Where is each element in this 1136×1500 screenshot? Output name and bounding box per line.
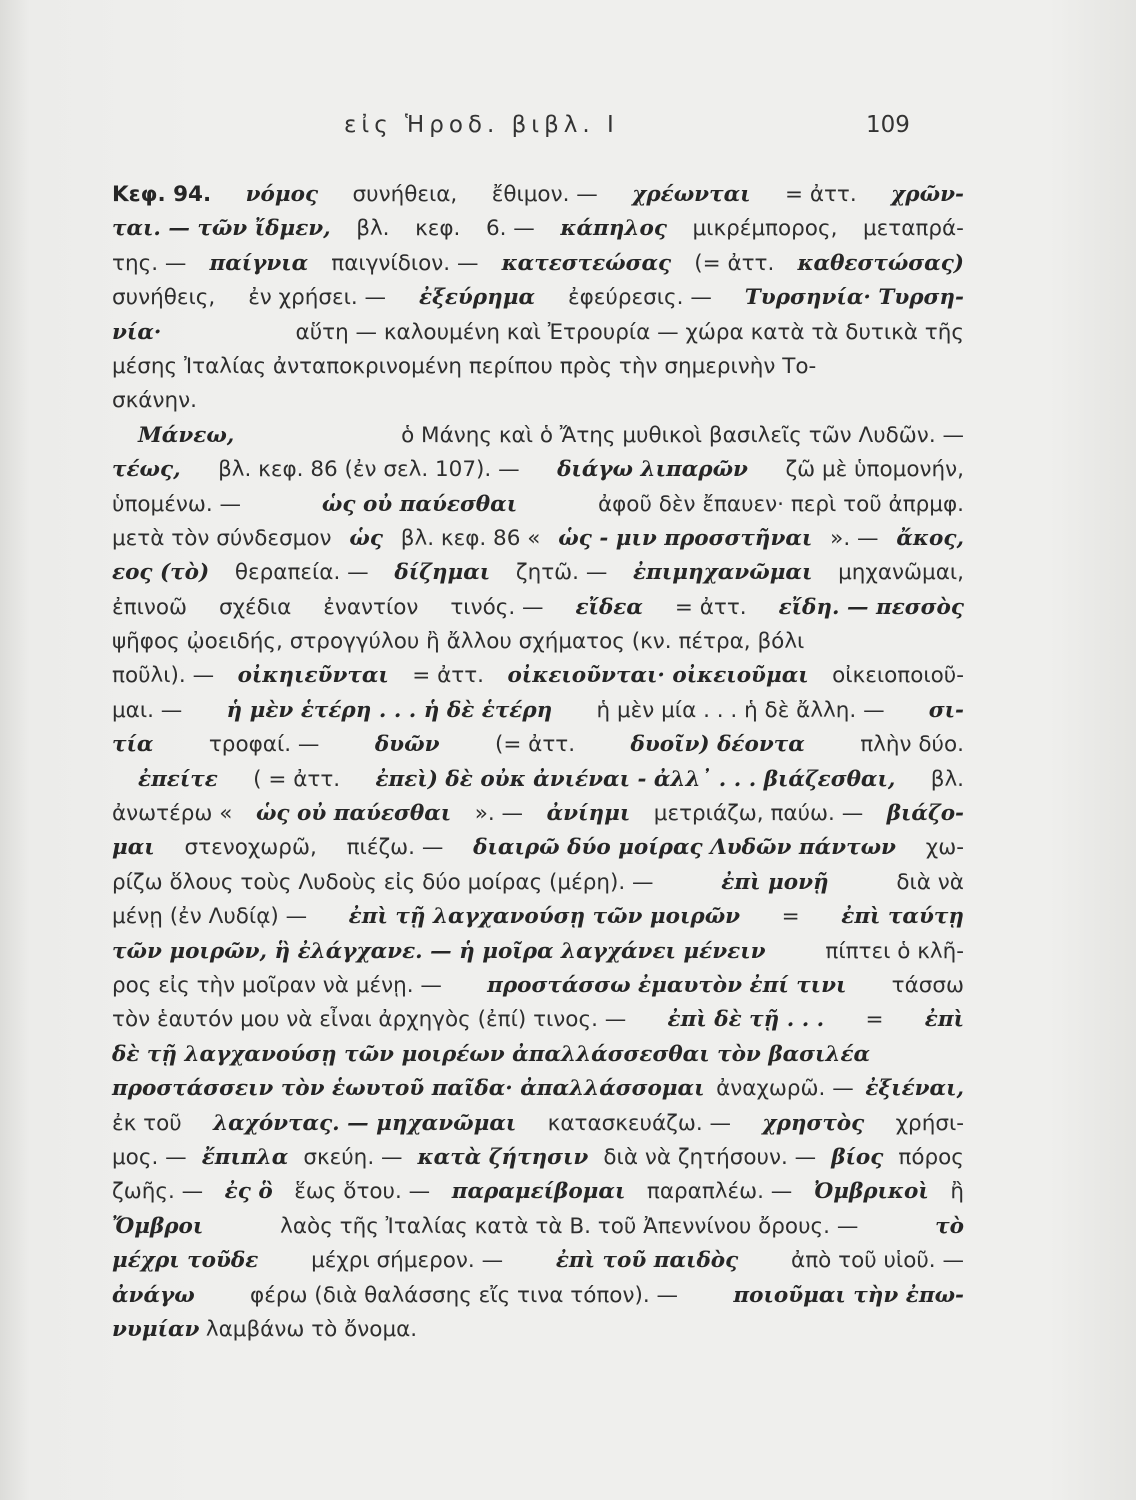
text-line [112, 316, 964, 350]
gloss-text: σκάνην. [112, 388, 197, 414]
text-line [112, 522, 964, 556]
gloss-text: μεταπρά- [862, 216, 964, 242]
gloss-text: θεραπεία. — [234, 560, 369, 586]
text-line [112, 556, 964, 590]
text-line [112, 212, 964, 246]
gloss-text: μετριάζω, παύω. — [653, 801, 864, 827]
gloss-text: πιέζω. — [346, 835, 444, 861]
text-line [112, 900, 964, 934]
text-line [112, 1038, 964, 1072]
gloss-text: ἐπινοῶ [112, 594, 188, 620]
gloss-text: ψῆφος ᾠοειδής, στρογγύλου ἢ ἄλλου σχήματος (κν. πέτρα, βόλι [112, 629, 805, 655]
gloss-text: ζωῆς. — [112, 1179, 204, 1205]
gloss-text: ἐν χρήσει. — [248, 285, 387, 311]
gloss-text: λαὸς τῆς Ἰταλίας κατὰ τὰ Β. τοῦ Ἀπεννίνου ὄρους. — [280, 1213, 859, 1239]
lemma-text: κάπηλος [560, 216, 667, 242]
text-line [112, 350, 964, 384]
page-header [0, 112, 1136, 144]
text-line [112, 1313, 964, 1347]
lemma-text: ἐξεύρημα [419, 285, 536, 311]
text-line [112, 384, 964, 418]
lemma-text: ὡς - μιν προσστῆναι [558, 525, 813, 551]
gloss-text: ». — [830, 525, 879, 551]
gloss-text: = ἀττ. [674, 594, 747, 620]
lemma-text: ἡ μὲν ἑτέρη . . . ἡ δὲ ἑτέρη [226, 697, 553, 723]
gloss-text: μετὰ τὸν σύνδεσμον [112, 525, 332, 551]
lemma-text: προστάσσειν τὸν ἑωυτοῦ παῖδα· ἀπαλλάσσομαι [112, 1076, 705, 1102]
gloss-text: τάσσω [891, 972, 964, 998]
gloss-text: ἕως ὅτου. — [294, 1179, 431, 1205]
gloss-text: πλὴν δύο. [860, 732, 964, 758]
lemma-text: εἴδεα [575, 594, 643, 620]
lemma-text: χρῶν- [891, 182, 964, 207]
text-line [112, 1072, 964, 1106]
gloss-text: στενοχωρῶ, [184, 835, 317, 861]
lemma-text: δὲ τῇ λαγχανούσῃ τῶν μοιρέων ἀπαλλάσσεσθαι τὸν βασιλέα [112, 1041, 871, 1067]
lemma-text: διάγω λιπαρῶν [557, 457, 748, 483]
lemma-text: καθεστώσας) [797, 250, 964, 276]
gloss-text: ζῶ μὲ ὑπομονήν, [785, 457, 964, 483]
lemma-text: ἀνίημι [546, 801, 631, 827]
lemma-text: δυοῖν) δέοντα [630, 732, 805, 758]
gloss-text: ζητῶ. — [515, 560, 608, 586]
gloss-text: μηχανῶμαι, [838, 560, 964, 586]
gloss-text: οἰκειοποιοῦ- [832, 663, 964, 689]
gloss-text: ρος εἰς τὴν μοῖραν νὰ μένῃ. — [112, 972, 442, 998]
lemma-text: ἐπὶ ταύτῃ [841, 904, 964, 930]
gloss-text: τὸν ἑαυτόν μου νὰ εἶναι ἀρχηγὸς (ἐπί) τινος. — [112, 1007, 627, 1033]
gloss-text: ( = ἀττ. [253, 766, 341, 792]
gloss-text: λαμβάνω τὸ ὄνομα. [205, 1316, 418, 1342]
gloss-text: βλ. κεφ. 86 (ἐν σελ. 107). — [218, 457, 520, 483]
text-line [112, 1107, 964, 1141]
text-line [112, 1175, 964, 1209]
lemma-text: χρηστὸς [762, 1110, 865, 1136]
gloss-text: συνήθεις, [112, 285, 216, 311]
lemma-text: μέχρι τοῦδε [112, 1248, 259, 1274]
gloss-text: σχέδια [218, 594, 292, 620]
gloss-text: ἀπὸ τοῦ υἱοῦ. — [791, 1248, 964, 1274]
lemma-text: ἐπὶ τοῦ παιδὸς [555, 1248, 739, 1274]
lemma-text: ἐπὶ δὲ τῇ . . . [667, 1007, 825, 1033]
lemma-text: Τυρσηνία· Τυρση- [744, 285, 964, 311]
lemma-text: ἐπὶ [924, 1007, 964, 1033]
gloss-text: = ἀττ. [784, 182, 857, 207]
gloss-text: κεφ. [415, 216, 461, 242]
lemma-text: ἐπιμηχανῶμαι [633, 560, 813, 586]
lemma-text: ὡς οὐ παύεσθαι [255, 801, 452, 827]
text-line [112, 797, 964, 831]
lemma-text: τῶν μοιρῶν, ἣ ἐλάγχανε. — ἡ μοῖρα λαγχάνει μένειν [112, 938, 766, 964]
lemma-text: νία· [112, 319, 162, 345]
lemma-text: ἐπείτε [138, 766, 218, 792]
text-line [112, 247, 964, 281]
gloss-text: μένῃ (ἐν Λυδίᾳ) — [112, 904, 308, 930]
lemma-text: νυμίαν [112, 1316, 200, 1342]
lemma-text: τία [112, 732, 154, 758]
gloss-text: ἀνωτέρω « [112, 801, 233, 827]
gloss-text: τροφαί. — [208, 732, 320, 758]
page-number: 109 [866, 112, 910, 138]
gloss-text: ποῦλι). — [112, 663, 215, 689]
gloss-text: αὕτη — καλουμένη καὶ Ἐτρουρία — χώρα κατὰ τὰ δυτικὰ τῆς [295, 319, 964, 345]
lemma-text: δίζημαι [394, 560, 491, 586]
lemma-text: ὡς [349, 525, 383, 551]
text-line [112, 831, 964, 865]
gloss-text: διὰ νὰ [896, 869, 964, 895]
text-line [112, 935, 964, 969]
lemma-text: κατὰ ζήτησιν [417, 1144, 589, 1170]
gloss-text: πίπτει ὁ κλῆ- [825, 938, 964, 964]
lemma-text: οἰκηιεῦνται [237, 663, 389, 689]
gloss-text: ἢ [950, 1179, 964, 1205]
gloss-text: χω- [925, 835, 964, 861]
gloss-text: πόρος [898, 1144, 964, 1170]
lemma-text: βιάζο- [886, 801, 964, 827]
gloss-text: διὰ νὰ ζητήσουν. — [603, 1144, 817, 1170]
lemma-text: ἐς ὃ [224, 1179, 273, 1205]
lemma-text: λαχόντας. — μηχανῶμαι [213, 1110, 517, 1136]
chapter-heading: Κεφ. 94. [112, 182, 212, 207]
lemma-text: ται. — τῶν ἴδμεν, [112, 216, 331, 242]
gloss-text: σκεύη. — [303, 1144, 403, 1170]
commentary-text [112, 178, 964, 1347]
gloss-text: της. — [112, 250, 187, 276]
gloss-text: ἀναχωρῶ. — [716, 1076, 854, 1102]
text-line [112, 625, 964, 659]
gloss-text: μικρέμπορος, [692, 216, 838, 242]
text-line [112, 1279, 964, 1313]
lemma-text: προστάσσω ἐμαυτὸν ἐπί τινι [487, 972, 847, 998]
text-line [112, 281, 964, 315]
text-line [112, 591, 964, 625]
gloss-text: (= ἀττ. [694, 250, 775, 276]
gloss-text: βλ. [930, 766, 964, 792]
text-line [112, 728, 964, 762]
gloss-text: ἐφεύρεσις. — [568, 285, 712, 311]
gloss-text: ὁ Μάνης καὶ ὁ Ἄτης μυθικοὶ βασιλεῖς τῶν Λυδῶν. — [401, 422, 964, 448]
gloss-text: ἐκ τοῦ [112, 1110, 182, 1136]
lemma-text: τὸ [935, 1213, 964, 1239]
lemma-text: εἴδη. — πεσσὸς [778, 594, 964, 620]
gloss-text: ἐναντίον [323, 594, 419, 620]
gloss-text: μέσης Ἰταλίας ἀνταποκρινομένη περίπου πρὸς τὴν σημερινὴν Το- [112, 353, 817, 379]
gloss-text: χρήσι- [895, 1110, 964, 1136]
gloss-text: βλ. [356, 216, 390, 242]
gloss-text: = ἀττ. [412, 663, 484, 689]
lemma-text: ἀνάγω [112, 1282, 195, 1308]
lemma-text: ἐπεὶ) δὲ οὐκ ἀνιέναι - ἀλλ᾽ . . . βιάζεσθαι, [375, 766, 896, 792]
lemma-text: Ὀμβρικοὶ [813, 1179, 929, 1205]
lemma-text: διαιρῶ δύο μοίρας Λυδῶν πάντων [473, 835, 896, 861]
lemma-text: χρέωνται [632, 182, 751, 207]
lemma-text: οἰκειοῦνται· οἰκειοῦμαι [507, 663, 809, 689]
gloss-text: (= ἀττ. [494, 732, 576, 758]
gloss-text: μος. — [112, 1144, 187, 1170]
text-line [112, 1141, 964, 1175]
gloss-text: ἡ μὲν μία . . . ἡ δὲ ἄλλη. — [596, 697, 885, 723]
text-line [112, 419, 964, 453]
lemma-text: Ὄμβροι [112, 1213, 204, 1239]
lemma-text: τέως, [112, 457, 181, 483]
lemma-text: κατεστεώσας [501, 250, 672, 276]
lemma-text: μαι [112, 835, 155, 861]
gloss-text: = [781, 904, 800, 930]
lemma-text: ἄκος, [896, 525, 964, 551]
gloss-text: παραπλέω. — [646, 1179, 793, 1205]
gloss-text: βλ. κεφ. 86 « [400, 525, 541, 551]
text-line [112, 763, 964, 797]
gloss-text: ὑπομένω. — [112, 491, 242, 517]
text-line [112, 178, 964, 212]
text-line [112, 866, 964, 900]
text-line [112, 1003, 964, 1037]
gloss-text: μαι. — [112, 697, 183, 723]
lemma-text: Μάνεω, [138, 422, 235, 448]
lemma-text: ἐπὶ τῇ λαγχανούσῃ τῶν μοιρῶν [348, 904, 741, 930]
gloss-text: κατασκευάζω. — [547, 1110, 732, 1136]
lemma-text: δυῶν [374, 732, 440, 758]
text-line [112, 969, 964, 1003]
text-line [112, 694, 964, 728]
lemma-text: εος (τὸ) [112, 560, 210, 586]
lemma-text: ὡς οὐ παύεσθαι [321, 491, 518, 517]
gloss-text: συνήθεια, [352, 182, 458, 207]
lemma-text: νόμος [245, 182, 319, 207]
text-line [112, 453, 964, 487]
gloss-text: ἔθιμον. — [491, 182, 598, 207]
gloss-text: φέρω (διὰ θαλάσσης εἴς τινα τόπον). — [250, 1282, 679, 1308]
gloss-text: ρίζω ὅλους τοὺς Λυδοὺς εἰς δύο μοίρας (μέρη). — [112, 869, 654, 895]
gloss-text: τινός. — [450, 594, 544, 620]
gloss-text: 6. — [485, 216, 535, 242]
lemma-text: παίγνια [209, 250, 309, 276]
lemma-text: ἐπὶ μονῇ [721, 869, 829, 895]
lemma-text: σι- [928, 697, 964, 723]
lemma-text: ποιοῦμαι τὴν ἐπω- [733, 1282, 964, 1308]
text-line [112, 659, 964, 693]
text-line [112, 1210, 964, 1244]
lemma-text: βίος [831, 1144, 884, 1170]
gloss-text: παιγνίδιον. — [331, 250, 479, 276]
lemma-text: ἐξιέναι, [865, 1076, 964, 1102]
text-line [112, 488, 964, 522]
lemma-text: παραμείβομαι [451, 1179, 626, 1205]
gloss-text: μέχρι σήμερον. — [311, 1248, 504, 1274]
running-title: εἰς Ἡροδ. βιβλ. Ι [344, 112, 619, 138]
gloss-text: = [865, 1007, 884, 1033]
lemma-text: ἔπιπλα [201, 1144, 289, 1170]
text-line [112, 1244, 964, 1278]
gloss-text: ». — [474, 801, 524, 827]
gloss-text: ἀφοῦ δὲν ἔπαυεν· περὶ τοῦ ἀπρμφ. [597, 491, 964, 517]
